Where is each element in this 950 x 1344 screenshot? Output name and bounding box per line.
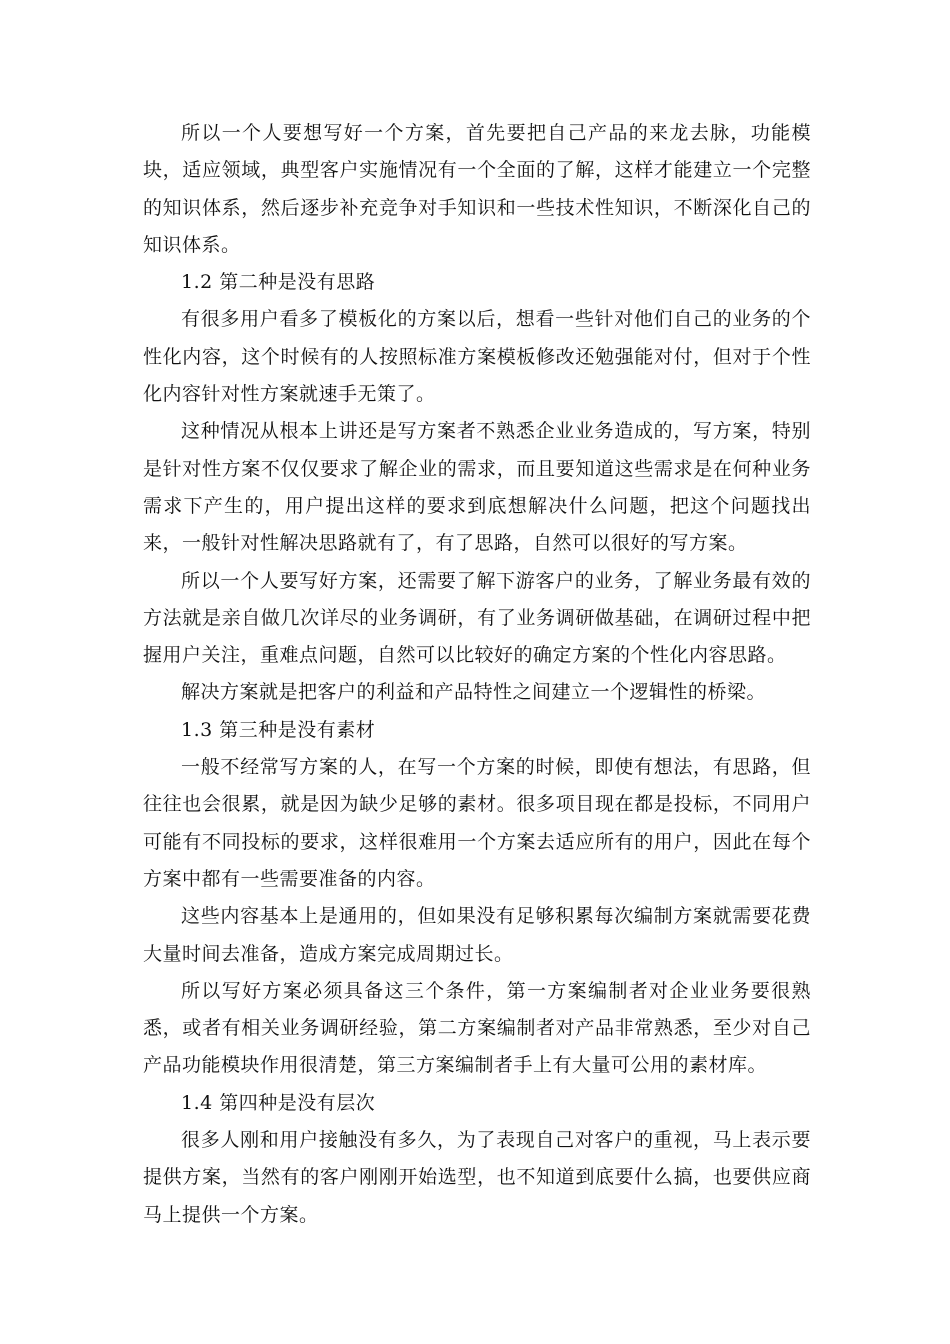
document-body [143, 115, 811, 1234]
paragraph: 有很多用户看多了模板化的方案以后，想看一些针对他们自己的业务的个性化内容，这个时候有的人按照标准方案模板修改还勉强能对付，但对于个性化内容针对性方案就速手无策了。 [143, 308, 811, 406]
paragraph: 这些内容基本上是通用的，但如果没有足够积累每次编制方案就需要花费大量时间去准备，造成方案完成周期过长。 [143, 905, 811, 965]
paragraph: 所以一个人要写好方案，还需要了解下游客户的业务，了解业务最有效的方法就是亲自做几次详尽的业务调研，有了业务调研做基础，在调研过程中把握用户关注，重难点问题，自然可以比较好的确定方案的个性化内容思路。 [143, 569, 811, 667]
section-heading-1-2: 1.2 第二种是没有思路 [181, 271, 376, 294]
section-heading-1-3: 1.3 第三种是没有素材 [181, 718, 376, 741]
paragraph: 这种情况从根本上讲还是写方案者不熟悉企业业务造成的，写方案，特别是针对性方案不仅仅要求了解企业的需求，而且要知道这些需求是在何种业务需求下产生的，用户提出这样的要求到底想解决什么问题，把这个问题找出来，一般针对性解决思路就有了，有了思路，自然可以很好的写方案。 [143, 420, 811, 555]
paragraph: 一般不经常写方案的人，在写一个方案的时候，即使有想法，有思路，但往往也会很累，就是因为缺少足够的素材。很多项目现在都是投标，不同用户可能有不同投标的要求，这样很难用一个方案去适应所有的用户，因此在每个方案中都有一些需要准备的内容。 [143, 756, 811, 890]
paragraph: 解决方案就是把客户的利益和产品特性之间建立一个逻辑性的桥梁。 [181, 681, 767, 704]
paragraph: 很多人刚和用户接触没有多久，为了表现自己对客户的重视，马上表示要提供方案，当然有的客户刚刚开始选型，也不知道到底要什么搞，也要供应商马上提供一个方案。 [143, 1129, 811, 1226]
paragraph: 所以一个人要想写好一个方案，首先要把自己产品的来龙去脉，功能模块，适应领域，典型客户实施情况有一个全面的了解，这样才能建立一个完整的知识体系，然后逐步补充竞争对手知识和一些技术性知识，不断深化自己的知识体系。 [143, 122, 811, 256]
paragraph: 所以写好方案必须具备这三个条件，第一方案编制者对企业业务要很熟悉，或者有相关业务调研经验，第二方案编制者对产品非常熟悉，至少对自己产品功能模块作用很清楚，第三方案编制者手上有大量可公用的素材库。 [143, 979, 811, 1077]
section-heading-1-4: 1.4 第四种是没有层次 [181, 1091, 376, 1114]
